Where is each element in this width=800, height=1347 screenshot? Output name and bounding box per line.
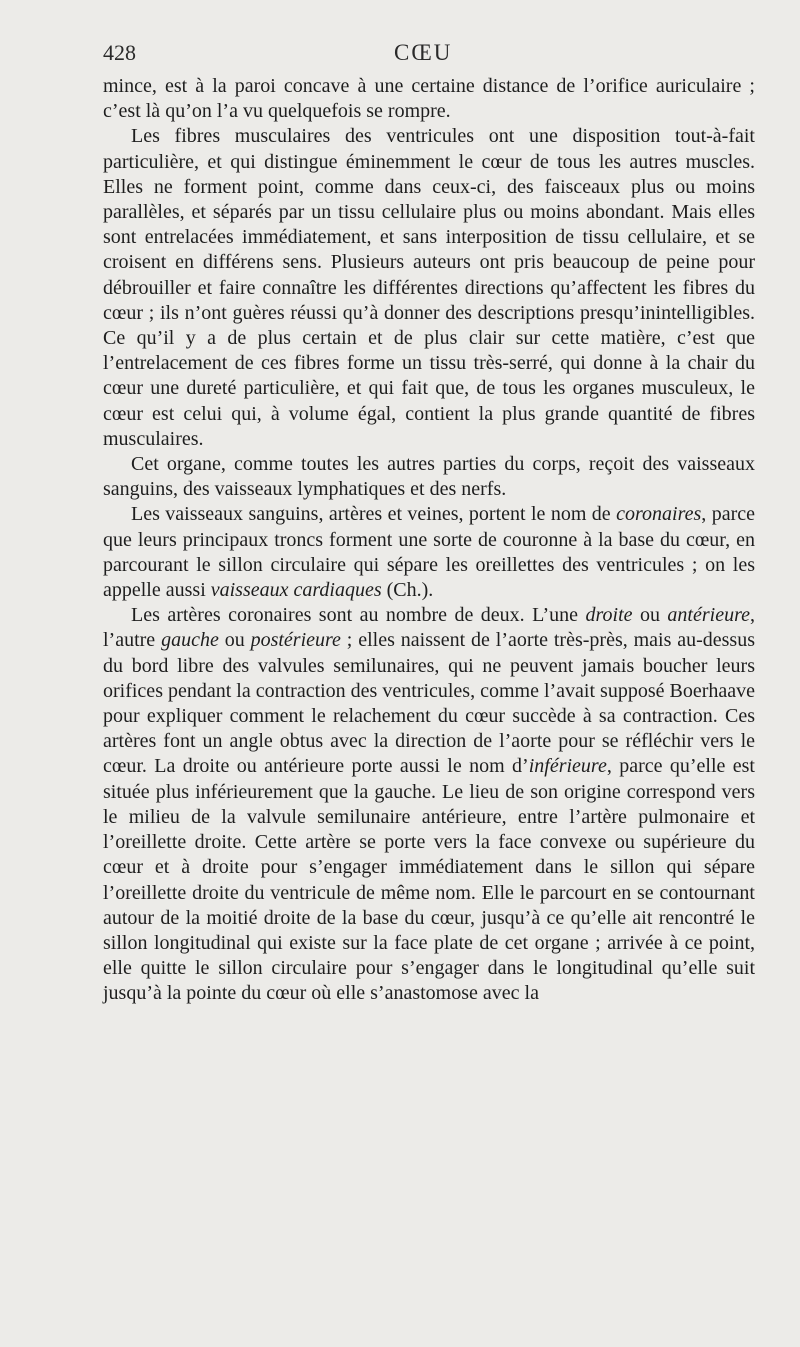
italic-term: antérieure [667,604,750,627]
text-run: Les vaisseaux sanguins, artères et veines, portent le nom de [131,503,617,526]
text-run: (Ch.). [381,579,434,602]
text-run: Les fibres musculaires des ventricules ont une disposition tout-à-fait particulière, et qui distingue éminemment le cœur de tous les autres muscles. Elles ne forment point, comme dans ceux-ci, des faisceaux plus ou moins parallèles, et séparés par un tissu cellulaire plus ou moins abondant. Mais elles sont entrelacées immédiatement, et sans interposition de tissu cellulaire, et se croisent en différens sens. Plusieurs auteurs ont pris beaucoup de peine pour débrouiller et faire connaître les différentes directions qu’affectent les fibres du cœur ; ils n’ont guères réussi qu’à donner des descriptions presqu’inintelligibles. Ce qu’il y a de plus certain et de plus clair sur cette matière, c’est que l’entrelacement de ces fibres forme un tissu très-serré, qui donne à la chair du cœur une dureté particulière, et qui fait que, de tous les organes musculeux, le cœur est celui qui, à volume égal, contient la plus grande quantité de fibres musculaires. [103,125,755,450]
text-run: Cet organe, comme toutes les autres parties du corps, reçoit des vaisseaux sanguins, des vaisseaux lymphatiques et des nerfs. [103,453,755,501]
italic-term: droite [585,604,633,627]
paragraph [103,124,755,452]
text-run: ou [218,629,251,652]
body-text [103,74,755,1007]
paragraph [103,502,755,603]
italic-term: inférieure [528,755,607,778]
paragraph [103,74,755,124]
running-head: CŒU [394,40,453,65]
italic-term: coronaires [616,503,702,526]
text-run: Les artères coronaires sont au nombre de deux. L’une [131,604,586,627]
italic-term: vaisseaux cardiaques [210,579,382,602]
text-run: mince, est à la paroi concave à une certaine distance de l’orifice auriculaire ; c’est là qu’on l’a vu quelquefois se rompre. [103,75,755,123]
page-number: 428 [103,40,136,65]
page-header [103,40,753,72]
paragraph [103,452,755,502]
text-run: , parce qu’elle est située plus inférieurement que la gauche. Le lieu de son origine correspond vers le milieu de la valvule semilunaire antérieure, entre l’artère pulmonaire et l’oreillette droite. Cette artère se porte vers la face convexe ou supérieure du cœur et à droite pour s’engager immédiatement dans le sillon qui sépare l’oreillette droite du ventricule de même nom. Elle le parcourt en se contournant autour de la moitié droite de la base du cœur, jusqu’à ce qu’elle ait rencontré le sillon longitudinal qui existe sur la face plate de cet organe ; arrivée à ce point, elle quitte le sillon circulaire pour s’engager dans le longitudinal qu’elle suit jusqu’à la pointe du cœur où elle s’anastomose avec la [103,755,755,1005]
text-run: ; elles naissent de l’aorte très-près, mais au-dessus du bord libre des valvules semilunaires, qui ne peuvent jamais boucher leurs orifices pendant la contraction des ventricules, comme l’avait supposé Boerhaave pour expliquer comment le relachement du cœur succède à sa contraction. Ces artères font un angle obtus avec la direction de l’aorte pour se réfléchir vers le cœur. La droite ou antérieure porte aussi le nom d’ [103,629,756,778]
text-run: , parce que leurs principaux troncs forment une sorte de couronne à la base du cœur, en parcourant le sillon circulaire qui sépare les oreillettes des ventricules ; on les appelle aussi [103,503,756,602]
paragraph [103,603,755,1006]
text-run: , l’autre [103,604,755,652]
italic-term: gauche [161,629,219,652]
italic-term: postérieure [250,629,341,652]
text-run: ou [632,604,668,627]
